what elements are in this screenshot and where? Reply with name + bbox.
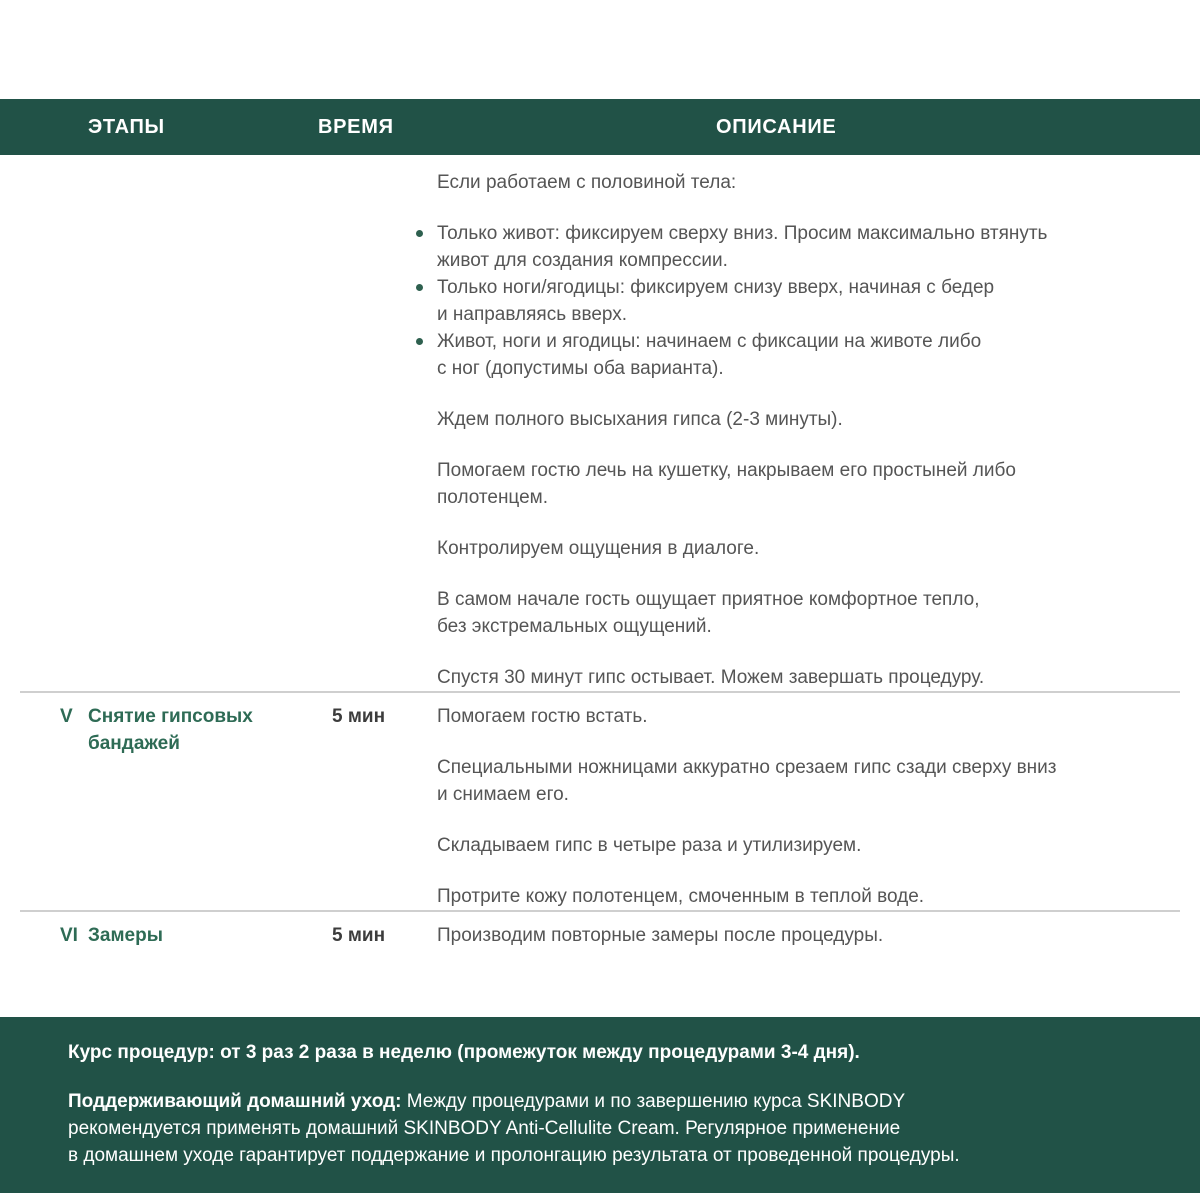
bullet-item xyxy=(437,328,1140,382)
table-row-stage-v xyxy=(0,693,1200,910)
text-line: Складываем гипс в четыре раза и утилизируем. xyxy=(437,835,862,856)
text-line: рекомендуется применять домашний SKINBODY Anti-Cellulite Cream. Регулярное применение xyxy=(68,1118,901,1139)
description-paragraph xyxy=(437,586,1140,640)
description-paragraph xyxy=(437,754,1140,808)
text-line xyxy=(68,1088,1132,1115)
description-paragraph xyxy=(437,883,1140,910)
text-line: Если работаем с половиной тела: xyxy=(437,172,737,193)
homecare-paragraph xyxy=(68,1088,1132,1169)
text-line: полотенцем. xyxy=(437,487,549,508)
bullet-icon xyxy=(416,230,423,237)
homecare-text: Между процедурами и по завершению курса SKINBODY xyxy=(406,1091,906,1112)
stage-time: 5 мин xyxy=(332,925,386,946)
column-header-time: ВРЕМЯ xyxy=(318,116,394,138)
text-line: Специальными ножницами аккуратно срезаем гипс сзади сверху вниз xyxy=(437,757,1057,778)
bullet-item xyxy=(437,220,1140,274)
footer-note xyxy=(0,1017,1200,1193)
column-header-description: ОПИСАНИЕ xyxy=(716,116,837,138)
column-header-stages: ЭТАПЫ xyxy=(88,116,165,138)
text-line: Только живот: фиксируем сверху вниз. Просим максимально втянуть xyxy=(437,223,1048,244)
text-line: с ног (допустимы оба варианта). xyxy=(437,358,724,379)
text-line: Контролируем ощущения в диалоге. xyxy=(437,538,760,559)
description-paragraph xyxy=(437,406,1140,433)
table-row-stage-vi xyxy=(0,912,1200,963)
stage-number: V xyxy=(60,706,73,727)
table-header-bar xyxy=(0,99,1200,155)
text-line: Помогаем гостю лечь на кушетку, накрываем его простыней либо xyxy=(437,460,1016,481)
bullet-item xyxy=(437,274,1140,328)
description-paragraph xyxy=(437,169,1140,196)
bullet-icon xyxy=(416,284,423,291)
description-paragraph xyxy=(437,535,1140,562)
bullet-list xyxy=(437,220,1140,382)
text-line: Производим повторные замеры после процедуры. xyxy=(437,925,884,946)
text-line: в домашнем уходе гарантирует поддержание и пролонгацию результата от проведенной процедуры. xyxy=(68,1145,960,1166)
homecare-label: Поддерживающий домашний уход: xyxy=(68,1091,402,1112)
stage-time: 5 мин xyxy=(332,706,386,727)
text-line: Протрите кожу полотенцем, смоченным в теплой воде. xyxy=(437,886,925,907)
table-body xyxy=(0,155,1200,963)
text-line: живот для создания компрессии. xyxy=(437,250,728,271)
description-paragraph xyxy=(437,457,1140,511)
description-cell xyxy=(437,703,1140,910)
text-line: Живот, ноги и ягодицы: начинаем с фиксации на животе либо xyxy=(437,331,982,352)
text-line: Снятие гипсовых xyxy=(88,706,253,727)
description-paragraph xyxy=(437,832,1140,859)
text-line: Ждем полного высыхания гипса (2-3 минуты). xyxy=(437,409,843,430)
text-line: Спустя 30 минут гипс остывает. Можем завершать процедуру. xyxy=(437,667,985,688)
text-line: Только ноги/ягодицы: фиксируем снизу вверх, начиная с бедер xyxy=(437,277,995,298)
description-paragraph xyxy=(437,922,1140,949)
text-line: и снимаем его. xyxy=(437,784,569,805)
text-line: Помогаем гостю встать. xyxy=(437,706,648,727)
stage-number: VI xyxy=(60,925,78,946)
text-line: В самом начале гость ощущает приятное комфортное тепло, xyxy=(437,589,980,610)
text-line: без экстремальных ощущений. xyxy=(437,616,712,637)
bullet-icon xyxy=(416,338,423,345)
course-frequency-line: Курс процедур: от 3 раз 2 раза в неделю (промежуток между процедурами 3-4 дня). xyxy=(68,1042,860,1063)
stage-name xyxy=(88,703,332,757)
description-paragraph xyxy=(437,664,1140,691)
description-cell xyxy=(437,169,1140,691)
table-row-continuation xyxy=(0,155,1200,691)
text-line: и направляясь вверх. xyxy=(437,304,628,325)
description-cell xyxy=(437,922,1140,949)
text-line: бандажей xyxy=(88,733,180,754)
description-paragraph xyxy=(437,703,1140,730)
stage-name: Замеры xyxy=(88,925,163,946)
